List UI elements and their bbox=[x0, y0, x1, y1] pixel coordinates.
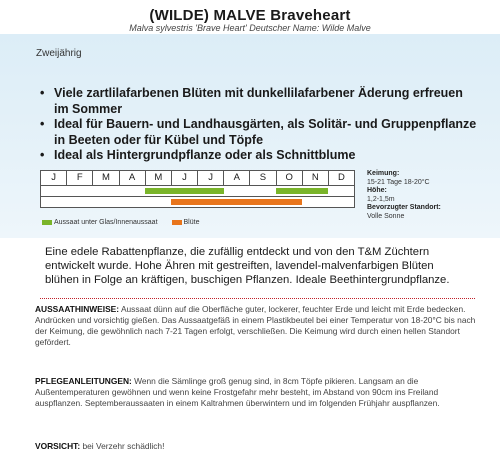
germination-label: Keimung: bbox=[367, 170, 400, 177]
legend-flowering bbox=[172, 219, 200, 226]
sowing-calendar bbox=[40, 170, 355, 210]
warning bbox=[35, 441, 164, 451]
month-cell: O bbox=[277, 171, 303, 185]
page-title: (WILDE) MALVE Braveheart bbox=[149, 7, 351, 24]
month-cell: J bbox=[41, 171, 67, 185]
sowing-text: Aussaat dünn auf die Oberfläche guter, lockerer, feuchter Erde und leicht mit Erde bedecken. Andrücken und vorsichtig gießen. Das Aussaatgefäß in einem Plastikbeutel bei einer Temperatur von 18-20°C bis nach der Keimung, die gewöhnlich nach 7-21 Tagen erfolgt, verschließen. Die Keimung wird durch einen hellen Standort gefördert. bbox=[35, 304, 476, 347]
season-label: Zweijährig bbox=[36, 48, 82, 59]
care-text: Wenn die Sämlinge groß genug sind, in 8cm Töpfe pikieren. Langsam an die Außentemperaturen gewöhnen und wenn keine Frostgefahr mehr besteht, im Abstand von 90cm ins Freiland auspflanzen. Septemberaussaaten in einem Kaltrahmen überwintern und im folgenden Frühjahr auspflanzen. bbox=[35, 376, 440, 408]
location-value: Volle Sonne bbox=[367, 212, 405, 220]
feature-item: • Ideal für Bauern- und Landhausgärten, als Solitär- und Gruppenpflanze in Beeten oder für Kübel und Töpfe bbox=[40, 117, 480, 148]
warning-heading: VORSICHT: bbox=[35, 441, 81, 451]
sowing-bar-row bbox=[40, 186, 355, 197]
flowering-bar-row bbox=[40, 197, 355, 208]
feature-item: • Viele zartlilafarbenen Blüten mit dunkellilafarbener Äderung erfreuen im Sommer bbox=[40, 86, 480, 117]
page-subtitle: Malva sylvestris 'Brave Heart' Deutscher Name: Wilde Malve bbox=[129, 23, 371, 33]
month-cell: F bbox=[67, 171, 93, 185]
divider bbox=[40, 298, 475, 299]
legend-sowing-label: Aussaat unter Glas/Innenaussaat bbox=[54, 219, 158, 226]
month-cell: S bbox=[250, 171, 276, 185]
month-cell: A bbox=[120, 171, 146, 185]
legend-sowing bbox=[42, 219, 158, 226]
month-cell: J bbox=[172, 171, 198, 185]
care-heading: PFLEGEANLEITUNGEN: bbox=[35, 376, 132, 386]
warning-text: bei Verzehr schädlich! bbox=[82, 441, 165, 451]
calendar-months bbox=[40, 170, 355, 186]
flowering-swatch bbox=[172, 220, 182, 225]
legend-flowering-label: Blüte bbox=[183, 219, 200, 226]
month-cell: J bbox=[198, 171, 224, 185]
location-label: Bevorzugter Standort: bbox=[367, 204, 441, 212]
sowing-instructions bbox=[35, 304, 480, 348]
month-cell: M bbox=[93, 171, 119, 185]
height-value: 1,2-1,5m bbox=[367, 195, 395, 203]
height-label: Höhe: bbox=[367, 187, 387, 195]
month-cell: D bbox=[338, 172, 345, 183]
feature-list bbox=[40, 86, 480, 164]
care-instructions bbox=[35, 376, 480, 409]
sowing-bar bbox=[145, 188, 223, 194]
calendar-legend bbox=[42, 219, 199, 226]
flowering-bar bbox=[171, 199, 301, 205]
germination-value: 15-21 Tage 18-20°C bbox=[367, 178, 430, 186]
description: Eine edele Rabattenpflanze, die zufällig entdeckt und von den T&M Züchtern entwickelt wurde. Hohe Ähren mit gestreiften, lavendel-malvenfarbigen Blüten blühen in Folge an kräftigen, buschigen Pflanzen. Ideale Beethintergrundpflanze. bbox=[45, 246, 450, 286]
plant-info bbox=[367, 170, 492, 222]
sowing-bar bbox=[276, 188, 328, 194]
month-cell: N bbox=[303, 171, 329, 185]
feature-item: • Ideal als Hintergrundpflanze oder als Schnittblume bbox=[40, 148, 480, 164]
month-cell: M bbox=[146, 171, 172, 185]
month-cell: A bbox=[224, 171, 250, 185]
header bbox=[0, 0, 500, 33]
sowing-heading: AUSSAATHINWEISE: bbox=[35, 304, 120, 314]
sowing-swatch bbox=[42, 220, 52, 225]
